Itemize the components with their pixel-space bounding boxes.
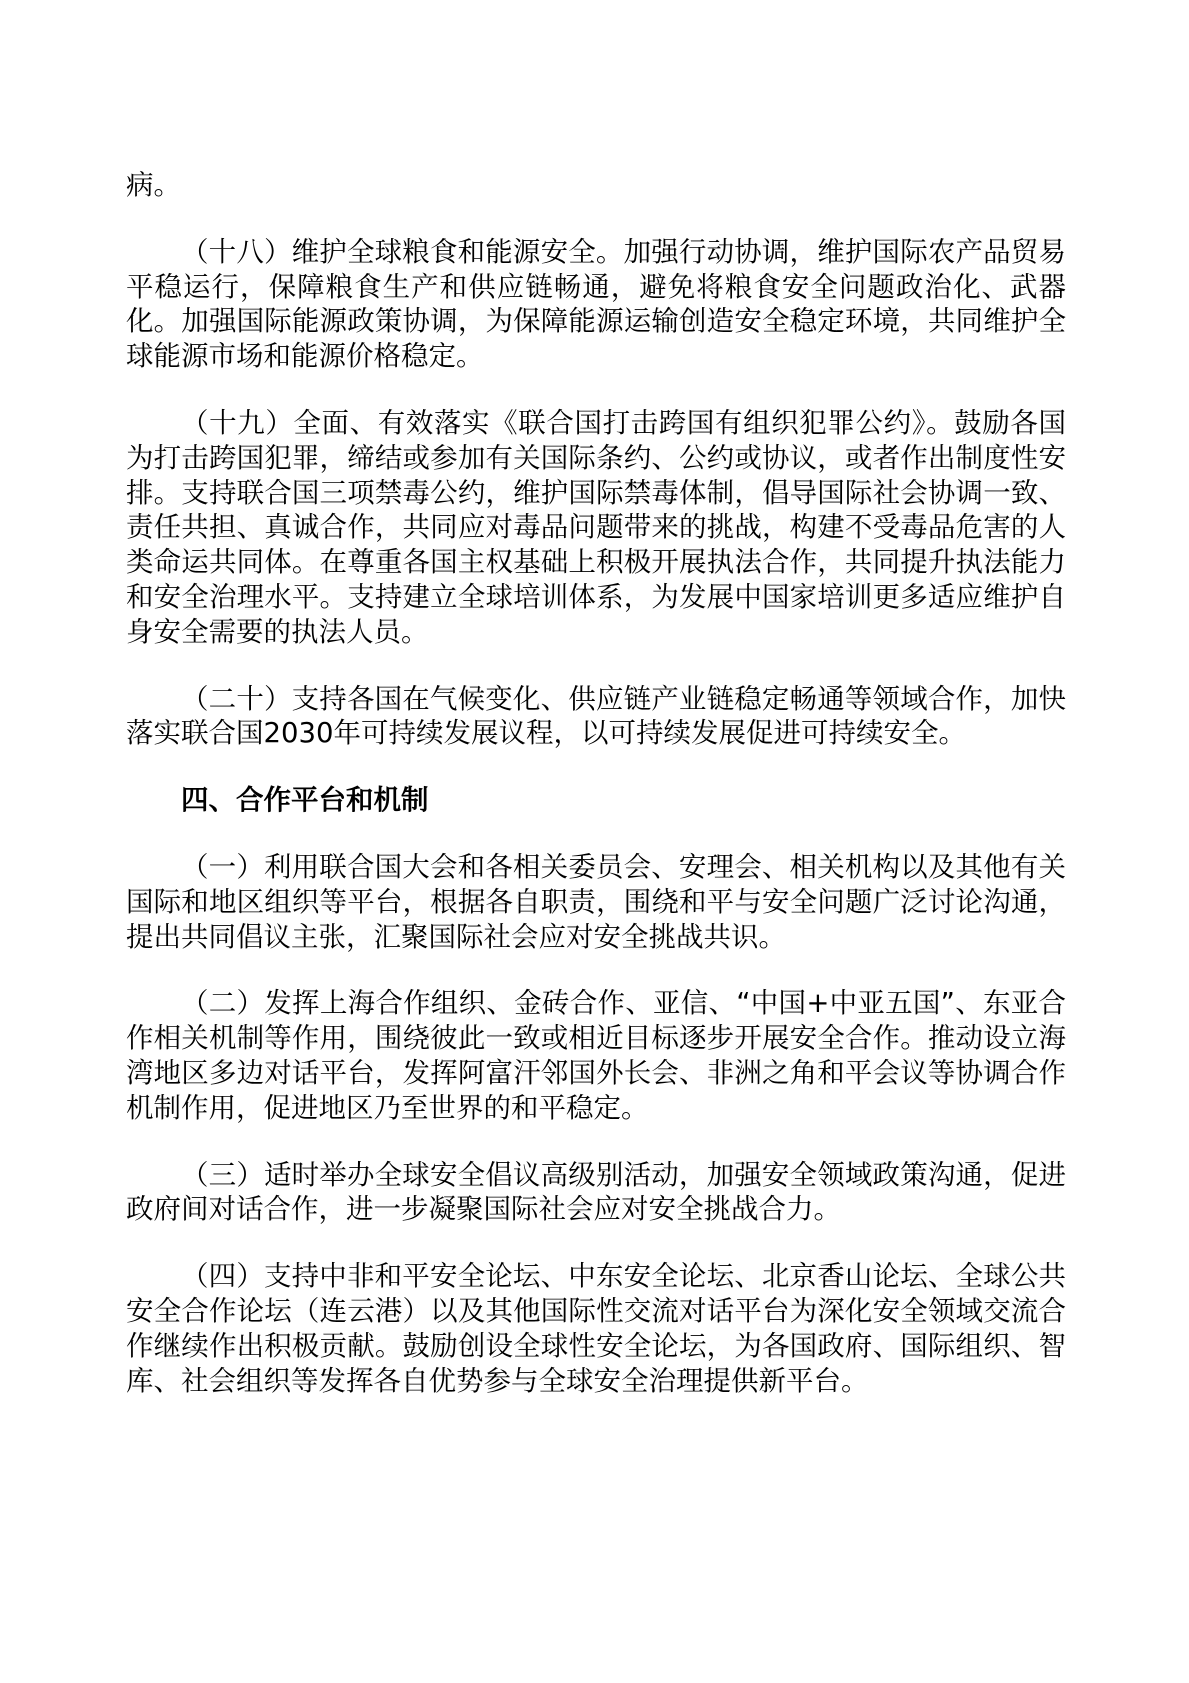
document-body [126,168,1066,1398]
section-heading-4: 四、合作平台和机制 [181,784,429,817]
continuation-text: 病。 [126,169,181,201]
paragraph-gap [126,374,1066,406]
paragraph-item-1: （一）利用联合国大会和各相关委员会、安理会、相关机构以及其他有关国际和地区组织等平台，根据各自职责，围绕和平与安全问题广泛讨论沟通，提出共同倡议主张，汇聚国际社会应对安全挑战共识。 [126,850,1066,953]
paragraph-gap [126,203,1066,235]
paragraph-gap [126,954,1066,986]
paragraph-item-4: （四）支持中非和平安全论坛、中东安全论坛、北京香山论坛、全球公共安全合作论坛（连云港）以及其他国际性交流对话平台为深化安全领域交流合作继续作出积极贡献。鼓励创设全球性安全论坛，为各国政府、国际组织、智库、社会组织等发挥各自优势参与全球安全治理提供新平台。 [126,1260,1066,1397]
paragraph-item-19: （十九）全面、有效落实《联合国打击跨国有组织犯罪公约》。鼓励各国为打击跨国犯罪，缔结或参加有关国际条约、公约或协议，或者作出制度性安排。支持联合国三项禁毒公约，维护国际禁毒体制，倡导国际社会协调一致、责任共担、真诚合作，共同应对毒品问题带来的挑战，构建不受毒品危害的人类命运共同体。在尊重各国主权基础上积极开展执法合作，共同提升执法能力和安全治理水平。支持建立全球培训体系，为发展中国家培训更多适应维护自身安全需要的执法人员。 [126,406,1066,648]
paragraph-item-2: （二）发挥上海合作组织、金砖合作、亚信、“中国+中亚五国”、东亚合作相关机制等作用，围绕彼此一致或相近目标逐步开展安全合作。推动设立海湾地区多边对话平台，发挥阿富汗邻国外长会、非洲之角和平会议等协调合作机制作用，促进地区乃至世界的和平稳定。 [126,987,1066,1124]
paragraph-item-3: （三）适时举办全球安全倡议高级别活动，加强安全领域政策沟通，促进政府间对话合作，进一步凝聚国际社会应对安全挑战合力。 [126,1158,1066,1226]
paragraph-item-18: （十八）维护全球粮食和能源安全。加强行动协调，维护国际农产品贸易平稳运行，保障粮食生产和供应链畅通，避免将粮食安全问题政治化、武器化。加强国际能源政策协调，为保障能源运输创造安全稳定环境，共同维护全球能源市场和能源价格稳定。 [126,235,1066,373]
paragraph-gap [126,1126,1066,1158]
paragraph-item-20: （二十）支持各国在气候变化、供应链产业链稳定畅通等领域合作，加快落实联合国2030年可持续发展议程，以可持续发展促进可持续安全。 [126,682,1066,750]
paragraph-gap [126,650,1066,682]
paragraph-gap [126,1227,1066,1259]
paragraph-gap [126,818,1066,850]
paragraph-gap [126,751,1066,783]
